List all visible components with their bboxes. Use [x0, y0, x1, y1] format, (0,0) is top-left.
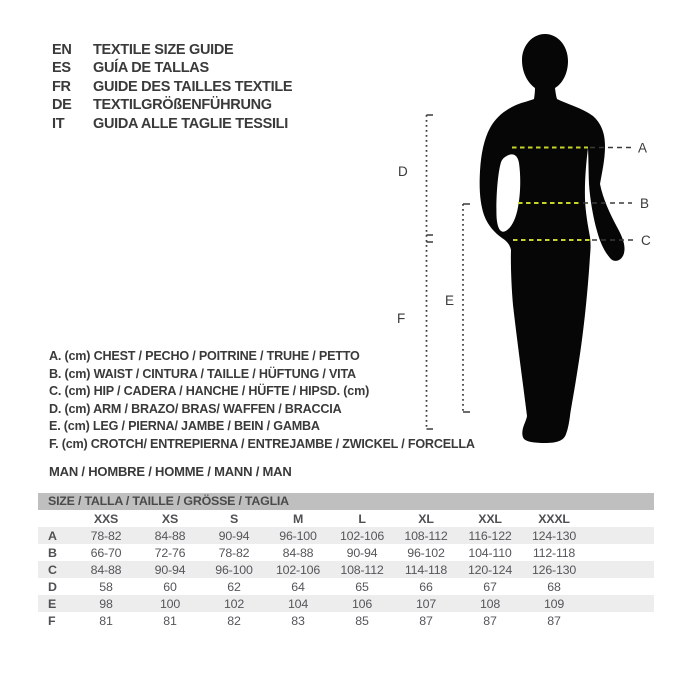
- size-cell: 72-76: [154, 545, 186, 560]
- lang-row-en: [52, 41, 292, 59]
- size-col-header: XXL: [478, 511, 502, 526]
- size-cell: 109: [543, 596, 565, 611]
- lang-code: DE: [52, 97, 72, 114]
- lang-row-es: [52, 59, 292, 77]
- filler-cell: [586, 612, 654, 629]
- size-cell: 106: [351, 596, 373, 611]
- size-cell: 65: [355, 579, 369, 594]
- size-col-header: M: [292, 511, 304, 526]
- size-cell: 116-122: [468, 528, 512, 543]
- filler-cell: [586, 544, 654, 561]
- marker-label-hip: C: [641, 233, 651, 248]
- size-cell: 104: [287, 596, 309, 611]
- size-table-section: [38, 493, 654, 629]
- size-table-title: SIZE / TALLA / TAILLE / GRÖSSE / TAGLIA: [38, 493, 654, 510]
- size-cell: 100: [159, 596, 181, 611]
- man-silhouette-diagram: [385, 20, 665, 455]
- size-cell: 96-100: [279, 528, 317, 543]
- lang-row-it: [52, 115, 292, 133]
- size-cell: 90-94: [346, 545, 378, 560]
- filler-cell: [586, 510, 654, 527]
- size-cell: 126-130: [531, 562, 577, 577]
- size-cell: 84-88: [282, 545, 314, 560]
- man-silhouette-svg: [385, 20, 665, 455]
- legend-line-waist: B. (cm) WAIST / CINTURA / TAILLE / HÜFTUNG / VITA: [49, 366, 356, 381]
- corner-cell: [38, 510, 74, 527]
- table-row: [38, 561, 654, 578]
- size-col-header: XXS: [93, 511, 119, 526]
- size-cell: 124-130: [531, 528, 577, 543]
- size-cell: 84-88: [90, 562, 122, 577]
- legend-line-leg: E. (cm) LEG / PIERNA/ JAMBE / BEIN / GAMBA: [49, 419, 320, 434]
- size-cell: 108: [479, 596, 501, 611]
- size-cell: 90-94: [218, 528, 250, 543]
- size-cell: 60: [163, 579, 177, 594]
- size-cell: 62: [227, 579, 241, 594]
- lang-title: GUIDA ALLE TAGLIE TESSILI: [93, 115, 288, 132]
- table-row: [38, 612, 654, 629]
- size-col-header: XS: [161, 511, 179, 526]
- size-cell: 66-70: [90, 545, 122, 560]
- size-cell: 78-82: [218, 545, 250, 560]
- size-cell: 85: [355, 613, 369, 628]
- size-cell: 102-106: [275, 562, 321, 577]
- size-cell: 82: [227, 613, 241, 628]
- man-silhouette: [480, 34, 625, 443]
- size-cell: 108-112: [340, 562, 384, 577]
- size-col-header: XXXL: [538, 511, 570, 526]
- table-row: [38, 595, 654, 612]
- gender-line: MAN / HOMBRE / HOMME / MANN / MAN: [49, 464, 292, 479]
- lang-title: TEXTILGRÖßENFÜHRUNG: [93, 97, 272, 114]
- filler-cell: [586, 527, 654, 544]
- lang-code: ES: [52, 60, 71, 77]
- lang-title: TEXTILE SIZE GUIDE: [93, 42, 234, 58]
- filler-cell: [586, 595, 654, 612]
- lang-title: GUÍA DE TALLAS: [93, 60, 209, 77]
- row-label: C: [48, 562, 57, 577]
- marker-label-crotch: F: [397, 311, 406, 326]
- row-label: A: [48, 528, 57, 543]
- lang-code: EN: [52, 42, 72, 58]
- legend-line-hip: C. (cm) HIP / CADERA / HANCHE / HÜFTE / HIPSD. (cm): [49, 384, 370, 399]
- marker-label-leg: E: [445, 293, 455, 308]
- size-cell: 98: [99, 596, 113, 611]
- size-cell: 81: [99, 613, 113, 628]
- size-cell: 78-82: [90, 528, 122, 543]
- size-cell: 120-124: [467, 562, 513, 577]
- size-cell: 68: [547, 579, 561, 594]
- legend-line-chest: A. (cm) CHEST / PECHO / POITRINE / TRUHE / PETTO: [49, 349, 360, 363]
- size-cell: 102: [223, 596, 245, 611]
- table-row: [38, 544, 654, 561]
- filler-cell: [586, 578, 654, 595]
- size-cell: 66: [419, 579, 433, 594]
- marker-label-chest: A: [638, 140, 648, 156]
- lang-title: GUIDE DES TAILLES TEXTILE: [93, 78, 293, 95]
- lang-code: FR: [52, 78, 71, 95]
- legend-line-crotch: F. (cm) CROTCH/ ENTREPIERNA / ENTREJAMBE / ZWICKEL / FORCELLA: [49, 436, 475, 451]
- size-cell: 64: [291, 579, 305, 594]
- filler-cell: [586, 561, 654, 578]
- size-col-header: L: [358, 511, 366, 526]
- row-label: B: [48, 545, 57, 560]
- size-cell: 96-100: [215, 562, 253, 577]
- size-cell: 114-118: [404, 562, 448, 577]
- size-col-header: S: [229, 511, 239, 526]
- size-cell: 87: [483, 613, 497, 628]
- marker-label-waist: B: [640, 196, 650, 211]
- size-columns-row: [38, 510, 654, 527]
- size-cell: 81: [163, 613, 177, 628]
- size-cell: 83: [291, 613, 305, 628]
- row-label: E: [48, 596, 57, 611]
- row-label: F: [48, 613, 56, 628]
- lang-code: IT: [52, 115, 65, 132]
- marker-label-arm: D: [398, 164, 408, 179]
- size-cell: 87: [419, 613, 433, 628]
- size-cell: 102-106: [339, 528, 385, 543]
- size-cell: 90-94: [154, 562, 186, 577]
- table-row: [38, 578, 654, 595]
- row-label: D: [48, 579, 57, 594]
- size-table: [38, 510, 654, 629]
- size-cell: 104-110: [468, 545, 512, 560]
- size-cell: 96-102: [407, 545, 445, 560]
- size-cell: 107: [415, 596, 437, 611]
- size-cell: 112-118: [532, 545, 576, 560]
- legend-line-arm: D. (cm) ARM / BRAZO/ BRAS/ WAFFEN / BRACCIA: [49, 401, 342, 416]
- size-cell: 67: [483, 579, 497, 594]
- table-row: [38, 527, 654, 544]
- size-col-header: XL: [418, 511, 434, 526]
- lang-row-de: [52, 96, 292, 114]
- size-cell: 108-112: [404, 528, 448, 543]
- lang-row-fr: [52, 78, 292, 96]
- size-cell: 58: [99, 579, 113, 594]
- language-title-block: [52, 41, 292, 133]
- size-cell: 87: [547, 613, 561, 628]
- size-cell: 84-88: [154, 528, 186, 543]
